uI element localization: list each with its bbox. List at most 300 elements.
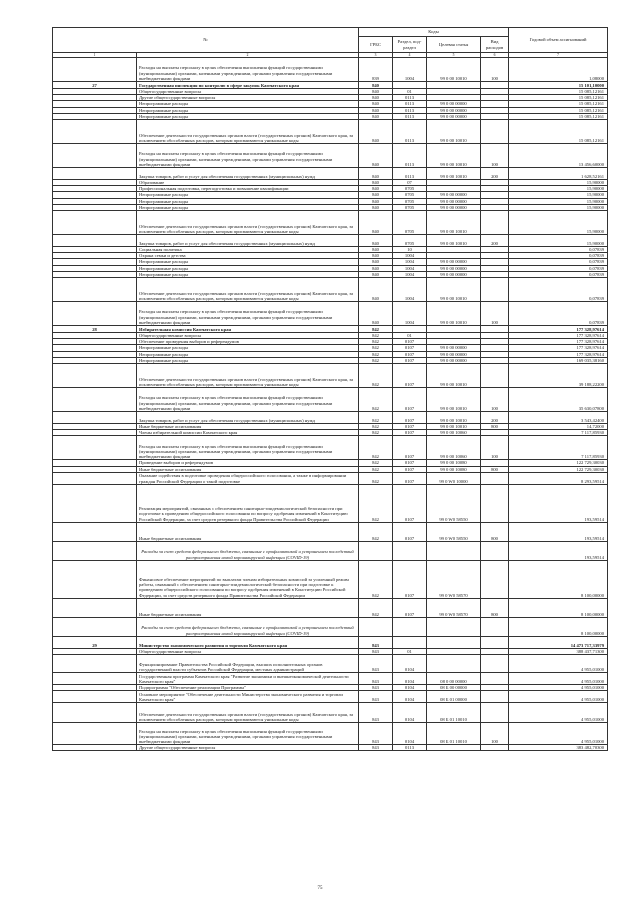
row-amount: 15 085,12161 xyxy=(509,101,608,107)
row-vid: 100 xyxy=(481,302,509,326)
row-razdel xyxy=(393,82,427,89)
row-name: Непрограммные расходы xyxy=(137,259,359,265)
page-number: 75 xyxy=(317,886,323,891)
table-row xyxy=(53,168,608,180)
table-row xyxy=(53,617,608,636)
row-amount: 13 456,60000 xyxy=(509,144,608,168)
row-target xyxy=(427,82,481,89)
row-number xyxy=(53,522,137,541)
row-vid: 800 xyxy=(481,598,509,617)
row-target: 99 0 00 00000 xyxy=(427,345,481,351)
header-col-3: 3 xyxy=(359,53,393,58)
row-razdel: 01 xyxy=(393,648,427,654)
row-vid: 200 xyxy=(481,412,509,424)
row-target: 99 0 00 10010 xyxy=(427,211,481,235)
row-target: 99 0 00 10010 xyxy=(427,412,481,424)
row-vid xyxy=(481,120,509,144)
row-razdel xyxy=(393,617,427,636)
row-target: 99 0 W0 58550 xyxy=(427,522,481,541)
row-grbs: 840 xyxy=(359,89,393,95)
table-row xyxy=(53,673,608,685)
row-name: Иные бюджетные ассигнования xyxy=(137,522,359,541)
row-number xyxy=(53,673,137,685)
row-razdel: 0113 xyxy=(393,113,427,119)
row-target: 08 0 00 00000 xyxy=(427,673,481,685)
row-amount: 4 955,01000 xyxy=(509,655,608,673)
row-name: Расходы на выплаты персоналу в целях обеспечения выполнения функций государственными (муниципальными) органами, казенными учреждениями, органами управления государственными внебюджетными фондами xyxy=(137,723,359,745)
row-grbs: 839 xyxy=(359,58,393,82)
row-name: Обеспечение деятельности государственных органов власти (государственных органов) Камчатского края, за исключением обособленных расходов, которым присваиваются уникальные коды xyxy=(137,278,359,302)
row-razdel: 0107 xyxy=(393,345,427,351)
row-grbs: 842 xyxy=(359,598,393,617)
row-number xyxy=(53,541,137,560)
row-grbs: 843 xyxy=(359,691,393,703)
row-number xyxy=(53,144,137,168)
row-amount: 177 328,97614 xyxy=(509,333,608,339)
row-razdel: 0705 xyxy=(393,211,427,235)
row-razdel: 01 xyxy=(393,89,427,95)
row-number xyxy=(53,278,137,302)
row-vid xyxy=(481,691,509,703)
row-number: 29 xyxy=(53,636,137,648)
row-amount: 39 188,22200 xyxy=(509,364,608,388)
header-codes: Коды xyxy=(359,28,509,37)
row-amount: 0,07839 xyxy=(509,247,608,253)
row-razdel: 07 xyxy=(393,180,427,186)
row-amount: 122 729,30030 xyxy=(509,460,608,466)
row-name: Непрограммные расходы xyxy=(137,271,359,277)
table-row xyxy=(53,412,608,424)
row-razdel: 0107 xyxy=(393,598,427,617)
row-razdel: 0705 xyxy=(393,204,427,210)
row-name: Непрограммные расходы xyxy=(137,204,359,210)
row-razdel: 0705 xyxy=(393,235,427,247)
row-number xyxy=(53,211,137,235)
row-number xyxy=(53,412,137,424)
row-grbs xyxy=(359,617,393,636)
row-target: 99 0 00 10080 xyxy=(427,460,481,466)
row-razdel: 0107 xyxy=(393,364,427,388)
table-row xyxy=(53,302,608,326)
row-name: Функционирование Правительства Российской Федерации, высших исполнительных органов государственной власти субъектов Российской Федерации, местных администраций xyxy=(137,655,359,673)
row-grbs xyxy=(359,541,393,560)
row-name: Непрограммные расходы xyxy=(137,351,359,357)
row-amount: 8 100,00000 xyxy=(509,598,608,617)
row-name: Оказание содействия в подготовке проведения общероссийского голосования, а также в информировании граждан Российской Федерации о такой подготовке xyxy=(137,472,359,484)
row-razdel: 0107 xyxy=(393,388,427,412)
row-grbs: 842 xyxy=(359,472,393,484)
table-row xyxy=(53,484,608,522)
row-razdel: 0104 xyxy=(393,673,427,685)
row-number xyxy=(53,703,137,723)
row-razdel: 0705 xyxy=(393,192,427,198)
row-grbs: 842 xyxy=(359,484,393,522)
row-vid: 200 xyxy=(481,235,509,247)
row-target: 99 0 00 10010 xyxy=(427,278,481,302)
row-name: Профессиональная подготовка, переподготовка и повышение квалификации xyxy=(137,186,359,192)
row-amount: 0,07839 xyxy=(509,271,608,277)
table-row xyxy=(53,211,608,235)
row-grbs: 840 xyxy=(359,198,393,204)
row-razdel: 0107 xyxy=(393,484,427,522)
row-grbs: 840 xyxy=(359,271,393,277)
row-grbs: 842 xyxy=(359,460,393,466)
row-razdel: 1004 xyxy=(393,278,427,302)
row-amount: 4 955,01000 xyxy=(509,673,608,685)
row-number xyxy=(53,691,137,703)
row-razdel: 01 xyxy=(393,333,427,339)
row-target: 99 0 00 10010 xyxy=(427,144,481,168)
row-number xyxy=(53,364,137,388)
row-grbs: 840 xyxy=(359,204,393,210)
row-grbs: 840 xyxy=(359,107,393,113)
table-row xyxy=(53,436,608,460)
table-row xyxy=(53,598,608,617)
row-target: 99 0 00 10010 xyxy=(427,364,481,388)
row-razdel: 0113 xyxy=(393,745,427,751)
row-grbs: 842 xyxy=(359,522,393,541)
row-vid xyxy=(481,617,509,636)
row-razdel: 0107 xyxy=(393,424,427,430)
row-vid: 800 xyxy=(481,522,509,541)
row-name: Иные бюджетные ассигнования xyxy=(137,598,359,617)
row-amount: 1 628,52161 xyxy=(509,168,608,180)
row-grbs: 842 xyxy=(359,351,393,357)
row-razdel: 0104 xyxy=(393,703,427,723)
row-razdel: 0705 xyxy=(393,186,427,192)
table-row xyxy=(53,655,608,673)
row-target: 99 0 00 00000 xyxy=(427,107,481,113)
row-amount: 15,90000 xyxy=(509,198,608,204)
row-amount: 15,90000 xyxy=(509,235,608,247)
row-name: Обеспечение деятельности государственных органов власти (государственных органов) Камчатского края, за исключением обособленных расходов, которым присваиваются уникальные коды xyxy=(137,364,359,388)
table-row xyxy=(53,120,608,144)
row-grbs: 843 xyxy=(359,655,393,673)
row-grbs: 840 xyxy=(359,211,393,235)
row-target: 08 Б 01 10010 xyxy=(427,703,481,723)
row-name: Другие общегосударственные вопросы xyxy=(137,745,359,751)
row-target: 99 0 00 00000 xyxy=(427,259,481,265)
row-target: 99 0 00 00000 xyxy=(427,357,481,363)
budget-table-sheet xyxy=(52,27,607,751)
row-grbs: 840 xyxy=(359,247,393,253)
row-name: Обеспечение деятельности государственных органов власти (государственных органов) Камчатского края, за исключением обособленных расходов, которым присваиваются уникальные коды xyxy=(137,120,359,144)
row-amount: 169 035,38160 xyxy=(509,357,608,363)
row-name: Общегосударственные вопросы xyxy=(137,648,359,654)
table-body xyxy=(53,58,608,751)
row-vid xyxy=(481,484,509,522)
table-row xyxy=(53,745,608,751)
row-grbs: 842 xyxy=(359,560,393,598)
row-razdel xyxy=(393,541,427,560)
row-razdel: 0113 xyxy=(393,120,427,144)
row-amount: 193,59514 xyxy=(509,522,608,541)
row-razdel: 0113 xyxy=(393,101,427,107)
row-razdel: 1004 xyxy=(393,265,427,271)
row-target: 99 0 00 10010 xyxy=(427,424,481,430)
row-name: Иные бюджетные ассигнования xyxy=(137,466,359,472)
row-number xyxy=(53,235,137,247)
row-amount: 8 100,00000 xyxy=(509,560,608,598)
row-name: Расходы на выплаты персоналу в целях обеспечения выполнения функций государственными (муниципальными) органами, казенными учреждениями, органами управления государственными внебюджетными фондами xyxy=(137,436,359,460)
row-target: 99 0 00 00000 xyxy=(427,113,481,119)
row-target: 99 0 00 00000 xyxy=(427,101,481,107)
row-vid: 100 xyxy=(481,436,509,460)
row-vid: 800 xyxy=(481,466,509,472)
row-grbs: 843 xyxy=(359,745,393,751)
row-number xyxy=(53,388,137,412)
table-row xyxy=(53,144,608,168)
row-razdel: 1004 xyxy=(393,58,427,82)
row-grbs: 840 xyxy=(359,82,393,89)
row-grbs: 842 xyxy=(359,436,393,460)
row-grbs: 842 xyxy=(359,345,393,351)
row-target: 99 0 00 00000 xyxy=(427,265,481,271)
row-vid xyxy=(481,82,509,89)
row-target: 99 0 00 10080 xyxy=(427,466,481,472)
row-grbs: 843 xyxy=(359,673,393,685)
row-amount: 1,08000 xyxy=(509,58,608,82)
row-grbs: 843 xyxy=(359,636,393,648)
row-target: 99 0 00 00000 xyxy=(427,192,481,198)
row-number xyxy=(53,168,137,180)
row-amount: 0,07839 xyxy=(509,259,608,265)
row-number: 27 xyxy=(53,82,137,89)
row-number xyxy=(53,655,137,673)
row-grbs: 842 xyxy=(359,333,393,339)
row-grbs: 840 xyxy=(359,253,393,259)
row-vid xyxy=(481,673,509,685)
row-amount: 15,90000 xyxy=(509,186,608,192)
row-grbs: 840 xyxy=(359,302,393,326)
row-vid xyxy=(481,703,509,723)
row-razdel: 0107 xyxy=(393,357,427,363)
row-target: 99 0 00 00000 xyxy=(427,351,481,357)
row-name: Расходы на выплаты персоналу в целях обеспечения выполнения функций государственными (муниципальными) органами, казенными учреждениями, органами управления государственными внебюджетными фондами xyxy=(137,58,359,82)
row-razdel: 1004 xyxy=(393,271,427,277)
row-name: Обеспечение деятельности государственных органов власти (государственных органов) Камчатского края, за исключением обособленных расходов, которым присваиваются уникальные коды xyxy=(137,211,359,235)
header-num: № xyxy=(53,28,359,53)
table-row xyxy=(53,326,608,333)
row-name: Общегосударственные вопросы xyxy=(137,89,359,95)
row-number xyxy=(53,472,137,484)
row-amount: 8 100,00000 xyxy=(509,617,608,636)
row-grbs: 842 xyxy=(359,364,393,388)
table-row xyxy=(53,636,608,648)
row-vid xyxy=(481,278,509,302)
row-name: Общегосударственные вопросы xyxy=(137,333,359,339)
header-grbs: ГРБС xyxy=(359,37,393,53)
row-razdel: 0107 xyxy=(393,522,427,541)
row-amount: 15 085,12161 xyxy=(509,120,608,144)
row-name: Члены избирательной комиссии Камчатского края xyxy=(137,430,359,436)
row-vid: 100 xyxy=(481,58,509,82)
row-target xyxy=(427,636,481,648)
row-target: 99 0 00 10010 xyxy=(427,168,481,180)
header-col-7: 7 xyxy=(509,53,608,58)
row-number xyxy=(53,58,137,82)
row-razdel xyxy=(393,636,427,648)
row-razdel: 0107 xyxy=(393,472,427,484)
row-amount: 0,07839 xyxy=(509,278,608,302)
row-target: 99 0 00 00000 xyxy=(427,198,481,204)
row-target xyxy=(427,617,481,636)
row-razdel: 0107 xyxy=(393,351,427,357)
row-target xyxy=(427,541,481,560)
row-amount: 14 473 717,33979 xyxy=(509,636,608,648)
row-vid xyxy=(481,655,509,673)
row-amount: 15,90000 xyxy=(509,204,608,210)
row-target xyxy=(427,655,481,673)
row-name: Закупка товаров, работ и услуг для обеспечения государственных (муниципальных) нужд xyxy=(137,168,359,180)
row-name: Государственная инспекция по контролю в сфере закупок Камчатского края xyxy=(137,82,359,89)
row-name: Непрограммные расходы xyxy=(137,192,359,198)
row-name: Непрограммные расходы xyxy=(137,107,359,113)
row-razdel: 0104 xyxy=(393,655,427,673)
row-target: 99 0 00 10060 xyxy=(427,430,481,436)
header-razdel: Раздел, под- раздел xyxy=(393,37,427,53)
row-amount: 383 482,70300 xyxy=(509,745,608,751)
row-grbs: 840 xyxy=(359,101,393,107)
row-name: Другие общегосударственные вопросы xyxy=(137,95,359,101)
row-amount: 122 729,30030 xyxy=(509,466,608,472)
row-target xyxy=(427,745,481,751)
row-amount: 177 328,97614 xyxy=(509,351,608,357)
row-amount: 15 101,10000 xyxy=(509,82,608,89)
row-amount: 15 085,12161 xyxy=(509,89,608,95)
row-grbs: 842 xyxy=(359,357,393,363)
row-grbs: 842 xyxy=(359,326,393,333)
row-grbs: 840 xyxy=(359,95,393,101)
row-grbs: 842 xyxy=(359,412,393,424)
row-name: Министерство экономического развития и торговли Камчатского края xyxy=(137,636,359,648)
row-target: 08 Б 01 10010 xyxy=(427,723,481,745)
row-amount: 177 328,97614 xyxy=(509,326,608,333)
row-razdel: 0113 xyxy=(393,107,427,113)
table-row xyxy=(53,364,608,388)
row-grbs: 840 xyxy=(359,144,393,168)
row-vid xyxy=(481,211,509,235)
row-name: Расходы на выплаты персоналу в целях обеспечения выполнения функций государственными (муниципальными) органами, казенными учреждениями, органами управления государственными внебюджетными фондами xyxy=(137,388,359,412)
row-amount: 15 085,12161 xyxy=(509,113,608,119)
row-amount: 193,59514 xyxy=(509,484,608,522)
row-razdel: 0107 xyxy=(393,430,427,436)
row-name: Финансовое обеспечение мероприятий по выплатам членам избирательных комиссий за усиленный режим работы, связанный с обеспечением санитарно-эпидемиологической безопасности при подготовке к проведению общероссийского голосования по вопросу одобрения изменений в Конституцию Российской Федерации, за счет средств резервного фонда Правительства Российской Федерации xyxy=(137,560,359,598)
table-row xyxy=(53,560,608,598)
row-vid xyxy=(481,541,509,560)
row-grbs: 840 xyxy=(359,278,393,302)
header-amount: Годовой объем ассигнований xyxy=(509,28,608,53)
row-vid: 100 xyxy=(481,388,509,412)
row-razdel: 0107 xyxy=(393,460,427,466)
row-amount: 7 117,85930 xyxy=(509,436,608,460)
row-name: Непрограммные расходы xyxy=(137,101,359,107)
row-amount: 0,07839 xyxy=(509,265,608,271)
row-name: Закупка товаров, работ и услуг для обеспечения государственных (муниципальных) нужд xyxy=(137,412,359,424)
table-row xyxy=(53,691,608,703)
row-name: Расходы на выплаты персоналу в целях обеспечения выполнения функций государственными (муниципальными) органами, казенными учреждениями, органами управления государственными внебюджетными фондами xyxy=(137,302,359,326)
row-number xyxy=(53,484,137,522)
table-row xyxy=(53,82,608,89)
row-razdel: 0113 xyxy=(393,168,427,180)
row-grbs: 840 xyxy=(359,259,393,265)
row-vid xyxy=(481,636,509,648)
row-amount: 388 437,71300 xyxy=(509,648,608,654)
row-name: Образование xyxy=(137,180,359,186)
row-razdel xyxy=(393,326,427,333)
header-col-1: 1 xyxy=(53,53,137,58)
row-razdel: 0107 xyxy=(393,339,427,345)
row-razdel: 0113 xyxy=(393,144,427,168)
row-target: 99 0 W0 58570 xyxy=(427,598,481,617)
row-grbs: 840 xyxy=(359,180,393,186)
row-name: Закупка товаров, работ и услуг для обеспечения государственных (муниципальных) нужд xyxy=(137,235,359,247)
row-amount: 8 293,59514 xyxy=(509,472,608,484)
row-grbs: 842 xyxy=(359,339,393,345)
row-amount: 35 630,07800 xyxy=(509,388,608,412)
row-target: 99 0 00 00000 xyxy=(427,204,481,210)
row-name: Проведение выборов и референдумов xyxy=(137,460,359,466)
row-target: 99 0 00 10060 xyxy=(427,436,481,460)
row-razdel: 1004 xyxy=(393,302,427,326)
row-razdel: 1004 xyxy=(393,253,427,259)
table-row xyxy=(53,723,608,745)
table-row xyxy=(53,58,608,82)
row-target: 99 0 W0 58570 xyxy=(427,560,481,598)
row-name: Иные бюджетные ассигнования xyxy=(137,424,359,430)
row-name: Основное мероприятие "Обеспечение деятельности Министерства экономического развития и торговли Камчатского края" xyxy=(137,691,359,703)
row-number xyxy=(53,723,137,745)
row-target xyxy=(427,326,481,333)
row-amount: 15 085,12161 xyxy=(509,95,608,101)
row-name: Непрограммные расходы xyxy=(137,265,359,271)
row-grbs: 840 xyxy=(359,235,393,247)
row-grbs: 842 xyxy=(359,430,393,436)
row-name: Социальная политика xyxy=(137,247,359,253)
row-number xyxy=(53,436,137,460)
row-target: 99 0 W0 58550 xyxy=(427,484,481,522)
row-name: Обеспечение деятельности государственных органов власти (государственных органов) Камчатского края, за исключением обособленных расходов, которым присваиваются уникальные коды xyxy=(137,703,359,723)
row-razdel: 1004 xyxy=(393,259,427,265)
row-grbs: 842 xyxy=(359,466,393,472)
table-row xyxy=(53,703,608,723)
budget-table xyxy=(52,27,608,751)
row-amount: 3 543,42400 xyxy=(509,412,608,424)
row-amount: 0,07839 xyxy=(509,302,608,326)
row-number xyxy=(53,617,137,636)
row-vid xyxy=(481,560,509,598)
row-grbs: 843 xyxy=(359,685,393,691)
row-name: Охрана семьи и детства xyxy=(137,253,359,259)
row-amount: 177 328,97614 xyxy=(509,339,608,345)
row-number xyxy=(53,302,137,326)
row-amount: 0,07839 xyxy=(509,253,608,259)
row-vid: 100 xyxy=(481,723,509,745)
header-col-2: 2 xyxy=(137,53,359,58)
row-number xyxy=(53,745,137,751)
row-razdel: 0107 xyxy=(393,466,427,472)
row-amount: 4 955,01000 xyxy=(509,685,608,691)
row-razdel: 0705 xyxy=(393,198,427,204)
row-razdel: 10 xyxy=(393,247,427,253)
row-target: 08 Б 01 00000 xyxy=(427,691,481,703)
row-number: 28 xyxy=(53,326,137,333)
table-row xyxy=(53,388,608,412)
row-name: Расходы за счет средств федерального бюджета, связанные с профилактикой и устранением последствий распространения новой коронавирусной инфекции (COVID-19) xyxy=(137,617,359,636)
row-razdel: 0107 xyxy=(393,412,427,424)
row-grbs: 843 xyxy=(359,703,393,723)
row-number xyxy=(53,598,137,617)
